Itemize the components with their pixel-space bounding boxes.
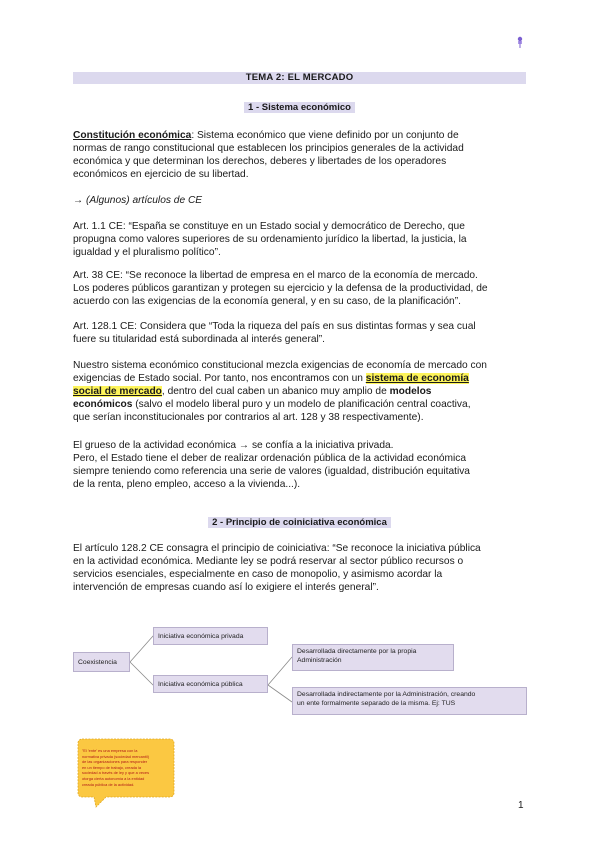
coiniciativa-line: El artículo 128.2 CE consagra el principio de coiniciativa: “Se reconoce la iniciativa pública xyxy=(73,543,481,554)
section-2-title: 2 - Principio de coiniciativa económica xyxy=(208,517,391,528)
coiniciativa-line: intervención de empresas cuando así lo exigiere el interés general”. xyxy=(73,582,379,593)
article-line: Art. 128.1 CE: Considera que “Toda la riqueza del país en sus distintas formas y sea cual xyxy=(73,321,476,332)
bold-term: modelos xyxy=(389,386,432,397)
bold-term: económicos xyxy=(73,399,133,410)
article-line: acuerdo con las exigencias de la economía general, y en su caso, de la planificación”. xyxy=(73,296,461,307)
page-title: TEMA 2: EL MERCADO xyxy=(73,72,526,84)
diagram-indirect-box xyxy=(292,687,527,715)
mixed-line: exigencias de Estado social. Por tanto, nos encontramos con un xyxy=(73,373,366,384)
highlight-term: sistema de economía xyxy=(365,373,469,384)
mixed-line: , dentro del cual caben un abanico muy amplio de xyxy=(161,386,390,397)
definition-line: económica y que determinan los derechos, deberes y libertades de los operadores xyxy=(73,156,447,167)
section-1-heading xyxy=(73,102,526,114)
definition-line: : Sistema económico que viene definido por un conjunto de xyxy=(191,130,459,141)
article-38 xyxy=(73,269,529,308)
section-2-heading xyxy=(73,517,526,529)
article-line: propugna como valores superiores de su ordenamiento jurídico la libertad, la justicia, la xyxy=(73,234,467,245)
pin-icon xyxy=(515,36,525,48)
coiniciativa-line: en la actividad económica. Mediante ley se podrá reservar al sector público recursos o xyxy=(73,556,464,567)
article-line: Art. 38 CE: “Se reconoce la libertad de empresa en el marco de la economía de mercado. xyxy=(73,270,478,281)
article-1-1 xyxy=(73,220,529,259)
initiative-line: de la renta, pleno empleo, acceso a la vivienda...). xyxy=(73,479,301,490)
diagram-direct-box xyxy=(292,644,454,671)
note-line: de las organizaciones para responder xyxy=(82,759,148,765)
section-1-title: 1 - Sistema económico xyxy=(244,102,355,113)
highlight-term: social de mercado xyxy=(73,386,162,397)
diagram-direct-line: Administración xyxy=(297,657,342,664)
diagram-root-box: Coexistencia xyxy=(73,652,130,672)
note-line: en un tiempo de trabajo, creada la xyxy=(82,764,142,770)
connector-public-indirect xyxy=(268,685,292,702)
definition-line: normas de rango constitucional que establecen los principios generales de la actividad xyxy=(73,143,464,154)
mixed-line: (salvo el modelo liberal puro y un modelo de planificación central coactiva, xyxy=(132,399,471,410)
article-line: igualdad y el pluralismo político”. xyxy=(73,247,221,258)
connector-public-direct xyxy=(268,657,292,685)
articles-intro: → (Algunos) artículos de CE xyxy=(73,195,203,206)
diagram-public-box: Iniciativa económica pública xyxy=(153,675,268,693)
definition-paragraph xyxy=(73,129,529,181)
article-128-1 xyxy=(73,320,529,346)
definition-line: económicos en ejercicio de su libertad. xyxy=(73,169,249,180)
diagram-direct-line: Desarrollada directamente por la propia xyxy=(297,648,417,655)
coiniciativa-paragraph xyxy=(73,542,529,594)
article-line: Los poderes públicos garantizan y protegen su ejercicio y la defensa de la productividad, de xyxy=(73,283,488,294)
mixed-line: Nuestro sistema económico constitucional mezcla exigencias de economía de mercado con xyxy=(73,360,487,371)
article-line: fuere su titularidad está subordinada al interés general”. xyxy=(73,334,326,345)
note-line: "El 'ente' es una empresa con la xyxy=(82,748,138,753)
diagram-indirect-line: un ente formalmente separado de la misma. Ej: TUS xyxy=(297,700,456,707)
initiative-line: El grueso de la actividad económica → se confía a la iniciativa privada. xyxy=(73,440,394,451)
mixed-line: que serían inconstitucionales por contrarios al art. 128 y 38 respectivamente). xyxy=(73,412,424,423)
note-line: creada pública de la actividad. xyxy=(82,781,135,787)
diagram-indirect-line: Desarrollada indirectamente por la Administración, creando xyxy=(297,691,476,698)
initiative-line: siempre teniendo como referencia una serie de valores (igualdad, distribución equitativa xyxy=(73,466,470,477)
mixed-system-paragraph xyxy=(73,359,529,424)
definition-term: Constitución económica xyxy=(73,130,192,141)
note-line: sociedad a través de ley y que a veces xyxy=(82,770,150,776)
page-number: 1 xyxy=(518,800,524,811)
coiniciativa-line: servicios esenciales, especialmente en caso de monopolio, y asimismo acordar la xyxy=(73,569,443,580)
initiative-paragraph xyxy=(73,439,529,491)
initiative-line: Pero, el Estado tiene el deber de realizar ordenación pública de la actividad económica xyxy=(73,453,467,464)
diagram-private-box: Iniciativa económica privada xyxy=(153,627,268,645)
article-line: Art. 1.1 CE: “España se constituye en un Estado social y democrático de Derecho, que xyxy=(73,221,465,232)
note-line: normativa privada (sociedad mercantil) xyxy=(82,753,150,759)
note-text xyxy=(82,748,170,787)
note-line: otorga cierta autonomía a la entidad xyxy=(82,775,145,781)
